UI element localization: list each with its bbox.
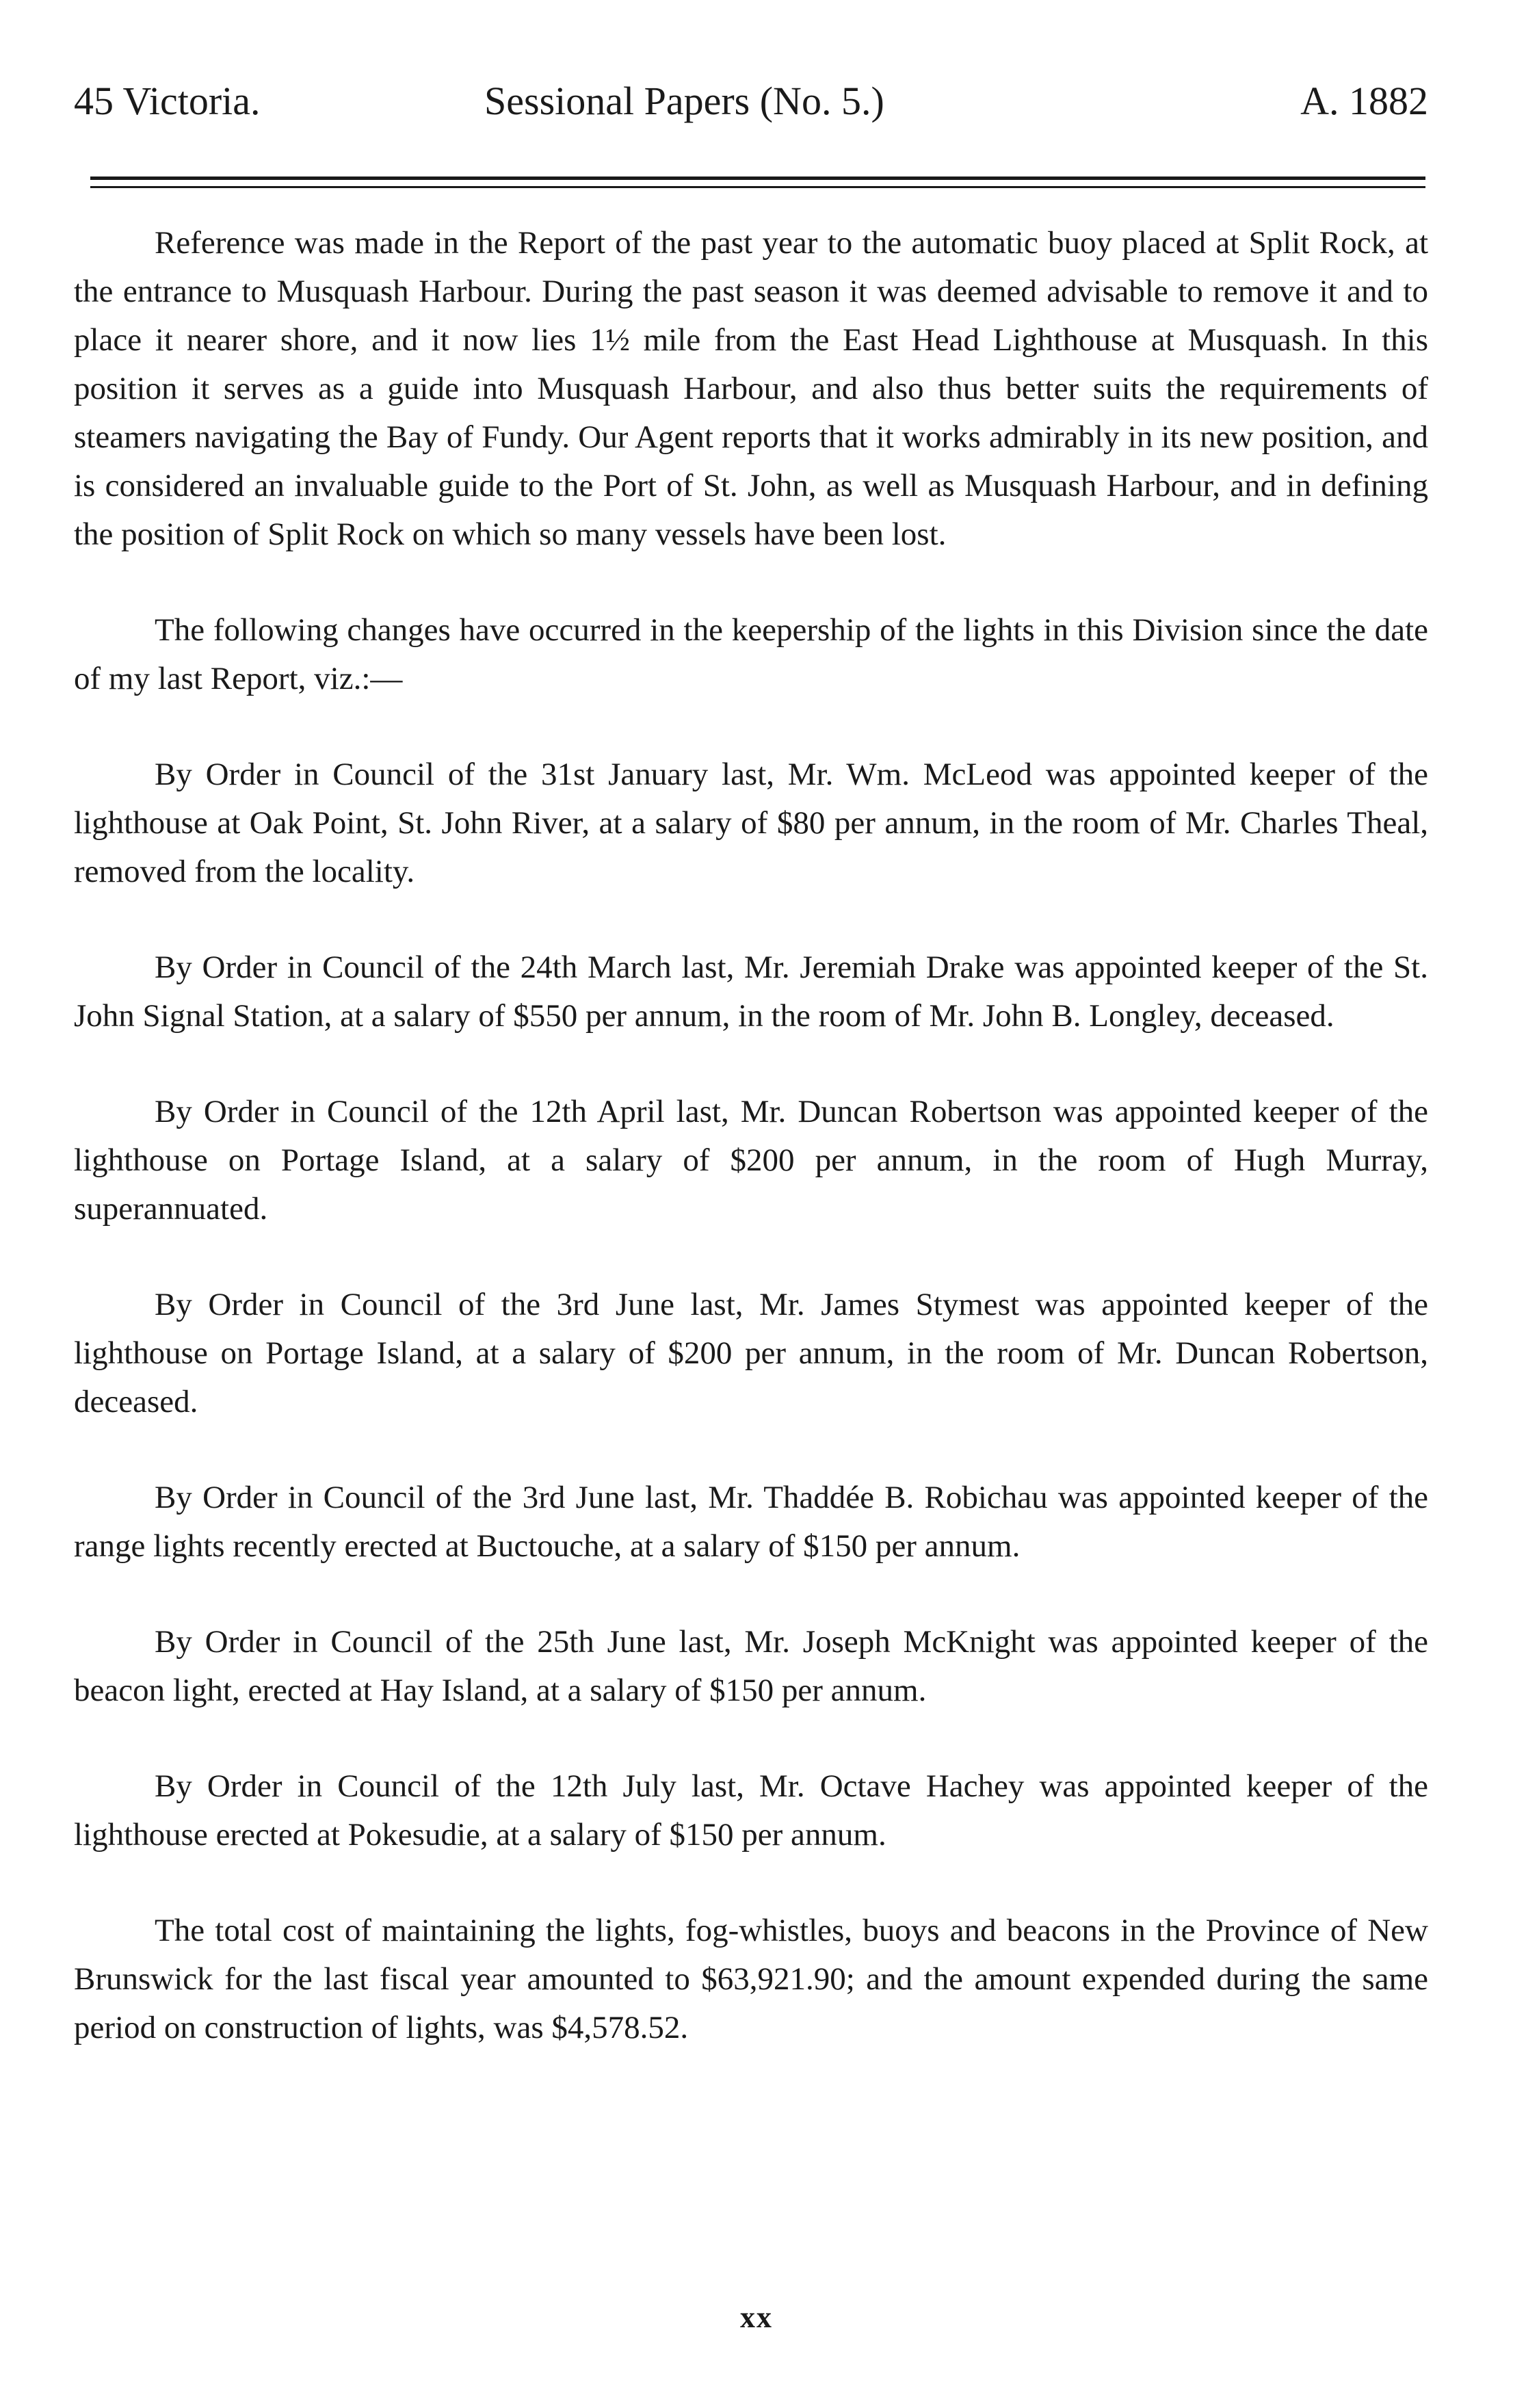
body-text: [74, 219, 1428, 2099]
header-rule-thick: [90, 176, 1425, 180]
paragraph-buctouche: By Order in Council of the 3rd June last, Mr. Thaddée B. Robichau was appointed keeper of the range lights recently erected at Buctouche, at a salary of $150 per annum.: [74, 1480, 1428, 1564]
header-title: Sessional Papers (No. 5.): [484, 79, 884, 123]
paragraph-portage-island-stymest: By Order in Council of the 3rd June last, Mr. James Stymest was appointed keeper of the lighthouse on Portage Island, at a salary of $200 per annum, in the room of Mr. Duncan Robertson, deceased.: [74, 1287, 1428, 1419]
paragraph-keepership-intro: The following changes have occurred in the keepership of the lights in this Division since the date of my last Report, viz.:—: [74, 612, 1428, 696]
paragraph-portage-island-robertson: By Order in Council of the 12th April last, Mr. Duncan Robertson was appointed keeper of the lighthouse on Portage Island, at a salary of $200 per annum, in the room of Hugh Murray, superannuated.: [74, 1094, 1428, 1227]
page-number: xx: [740, 2301, 773, 2334]
header-volume: 45 Victoria.: [74, 79, 261, 123]
running-header: [74, 74, 1428, 129]
paragraph-buoy-split-rock: Reference was made in the Report of the past year to the automatic buoy placed at Split Rock, at the entrance to Musquash Harbour. During the past season it was deemed advisable to remove it and to place it nearer shore, and it now lies 1½ mile from the East Head Lighthouse at Musquash. In this position it serves as a guide into Musquash Harbour, and also thus better suits the requirements of steamers navigating the Bay of Fundy. Our Agent reports that it works admirably in its new position, and is considered an invaluable guide to the Port of St. John, as well as Musquash Harbour, and in defining the position of Split Rock on which so many vessels have been lost.: [74, 225, 1428, 552]
paragraph-total-cost: The total cost of maintaining the lights, fog-whistles, buoys and beacons in the Province of New Brunswick for the last fiscal year amounted to $63,921.90; and the amount expended during the same period on construction of lights, was $4,578.52.: [74, 1913, 1428, 2045]
paragraph-signal-station: By Order in Council of the 24th March last, Mr. Jeremiah Drake was appointed keeper of the St. John Signal Station, at a salary of $550 per annum, in the room of Mr. John B. Longley, deceased.: [74, 950, 1428, 1034]
paragraph-hay-island: By Order in Council of the 25th June last, Mr. Joseph McKnight was appointed keeper of the beacon light, erected at Hay Island, at a salary of $150 per annum.: [74, 1624, 1428, 1708]
paragraph-pokesudie: By Order in Council of the 12th July last, Mr. Octave Hachey was appointed keeper of the lighthouse erected at Pokesudie, at a salary of $150 per annum.: [74, 1768, 1428, 1853]
header-year: A. 1882: [1300, 79, 1428, 123]
header-rule-thin: [90, 186, 1425, 188]
paragraph-oak-point: By Order in Council of the 31st January last, Mr. Wm. McLeod was appointed keeper of the lighthouse at Oak Point, St. John River, at a salary of $80 per annum, in the room of Mr. Charles Theal, removed from the locality.: [74, 757, 1428, 889]
